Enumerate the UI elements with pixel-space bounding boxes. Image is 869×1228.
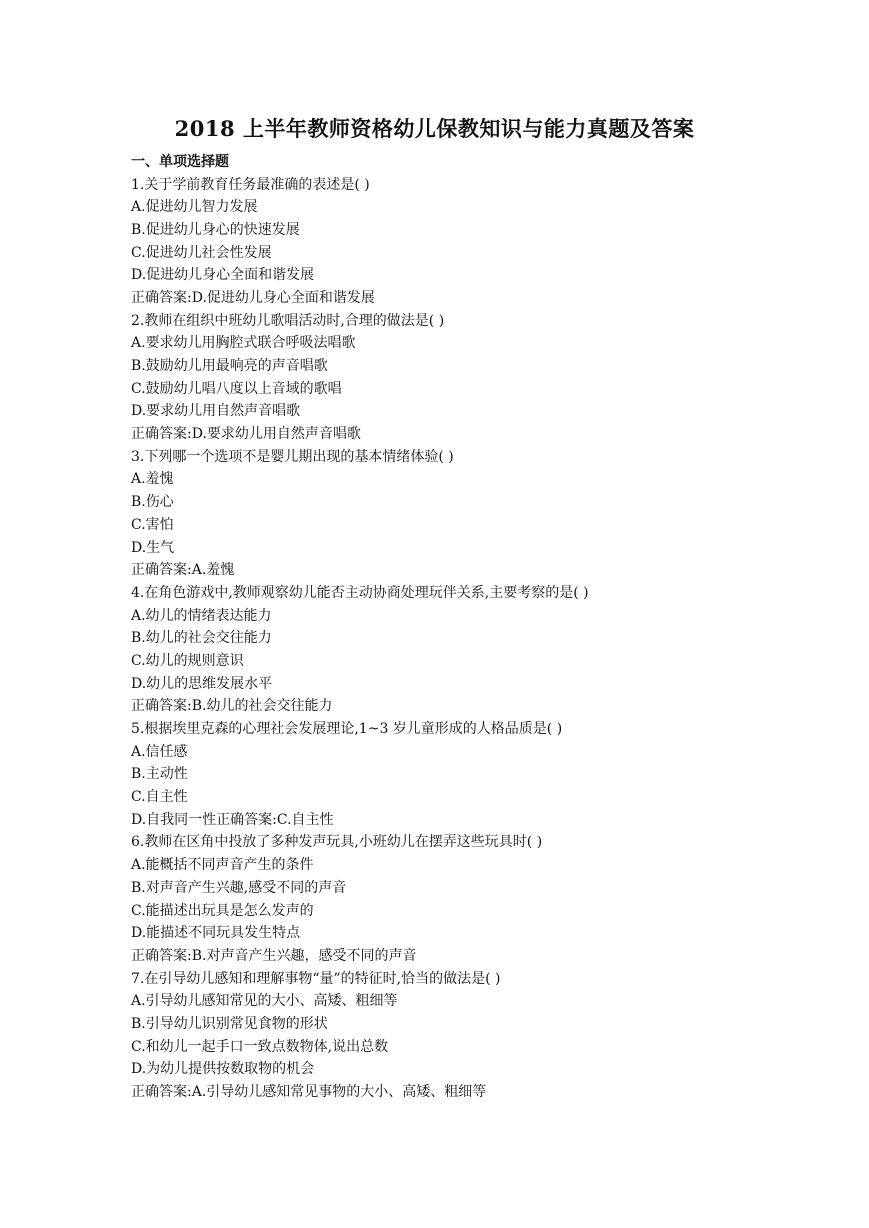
answer-option: D.要求幼儿用自然声音唱歌 <box>131 403 301 420</box>
answer-option: C.害怕 <box>131 516 174 533</box>
answer-option: B.伤心 <box>131 494 174 511</box>
answer-option: B.鼓励幼儿用最响亮的声音唱歌 <box>131 358 328 374</box>
question-stem: 5.根据埃里克森的心理社会发展理论,1~3 岁儿童形成的人格品质是( ) <box>131 721 563 737</box>
question-stem: 2.教师在组织中班幼儿歌唱活动时,合理的做法是( ) <box>131 312 445 329</box>
question-block <box>131 310 851 446</box>
correct-answer: 正确答案:B.对声音产生兴趣，感受不同的声音 <box>131 947 417 964</box>
answer-option: A.羞愧 <box>131 471 174 488</box>
correct-answer: 正确答案:D.促进幼儿身心全面和谐发展 <box>131 289 375 306</box>
answer-option: D.自我同一性正确答案:C.自主性 <box>131 811 334 828</box>
correct-answer: 正确答案:B.幼儿的社会交往能力 <box>131 698 333 715</box>
question-block <box>131 174 851 310</box>
answer-option: D.为幼儿提供按数取物的机会 <box>131 1061 315 1078</box>
question-block <box>131 582 851 718</box>
answer-option: C.鼓励幼儿唱八度以上音域的歌唱 <box>131 380 342 397</box>
answer-option: D.生气 <box>131 539 175 556</box>
answer-option: D.能描述不同玩具发生特点 <box>131 925 301 942</box>
answer-option: B.对声音产生兴趣,感受不同的声音 <box>131 879 347 896</box>
question-stem: 7.在引导幼儿感知和理解事物“量”的特征时,恰当的做法是( ) <box>131 970 501 987</box>
question-list <box>131 174 851 1104</box>
question-block <box>131 446 851 582</box>
answer-option: D.幼儿的思维发展水平 <box>131 675 273 692</box>
question-block <box>131 968 851 1104</box>
answer-option: A.信任感 <box>131 743 188 760</box>
answer-option: C.幼儿的规则意识 <box>131 652 244 669</box>
answer-option: A.能概括不同声音产生的条件 <box>131 857 314 874</box>
answer-option: B.促进幼儿身心的快速发展 <box>131 221 300 238</box>
answer-option: A.要求幼儿用胸腔式联合呼吸法唱歌 <box>131 335 356 352</box>
answer-option: A.引导幼儿感知常见的大小、高矮、粗细等 <box>131 993 398 1010</box>
answer-option: D.促进幼儿身心全面和谐发展 <box>131 267 315 284</box>
question-stem: 4.在角色游戏中,教师观察幼儿能否主动协商处理玩伴关系,主要考察的是( ) <box>131 584 589 601</box>
correct-answer: 正确答案:D.要求幼儿用自然声音唱歌 <box>131 426 361 443</box>
answer-option: C.和幼儿一起手口一致点数物体,说出总数 <box>131 1038 389 1055</box>
correct-answer: 正确答案:A.引导幼儿感知常见事物的大小、高矮、粗细等 <box>131 1084 487 1100</box>
question-stem: 3.下列哪一个选项不是婴儿期出现的基本情绪体验( ) <box>131 448 454 465</box>
answer-option: B.主动性 <box>131 766 188 783</box>
correct-answer: 正确答案:A.羞愧 <box>131 562 235 579</box>
question-block <box>131 831 851 967</box>
answer-option: C.促进幼儿社会性发展 <box>131 244 272 261</box>
question-block <box>131 718 851 831</box>
question-stem: 6.教师在区角中投放了多种发声玩具,小班幼儿在摆弄这些玩具时( ) <box>131 834 543 851</box>
answer-option: A.幼儿的情绪表达能力 <box>131 607 272 624</box>
section-heading: 一、单项选择题 <box>131 154 229 170</box>
answer-option: B.引导幼儿识别常见食物的形状 <box>131 1015 328 1032</box>
question-stem: 1.关于学前教育任务最准确的表述是( ) <box>131 176 370 193</box>
answer-option: C.自主性 <box>131 789 188 806</box>
answer-option: C.能描述出玩具是怎么发声的 <box>131 902 314 919</box>
answer-option: A.促进幼儿智力发展 <box>131 199 258 216</box>
document-title: 2018 上半年教师资格幼儿保教知识与能力真题及答案 <box>174 116 695 141</box>
answer-option: B.幼儿的社会交往能力 <box>131 630 272 647</box>
